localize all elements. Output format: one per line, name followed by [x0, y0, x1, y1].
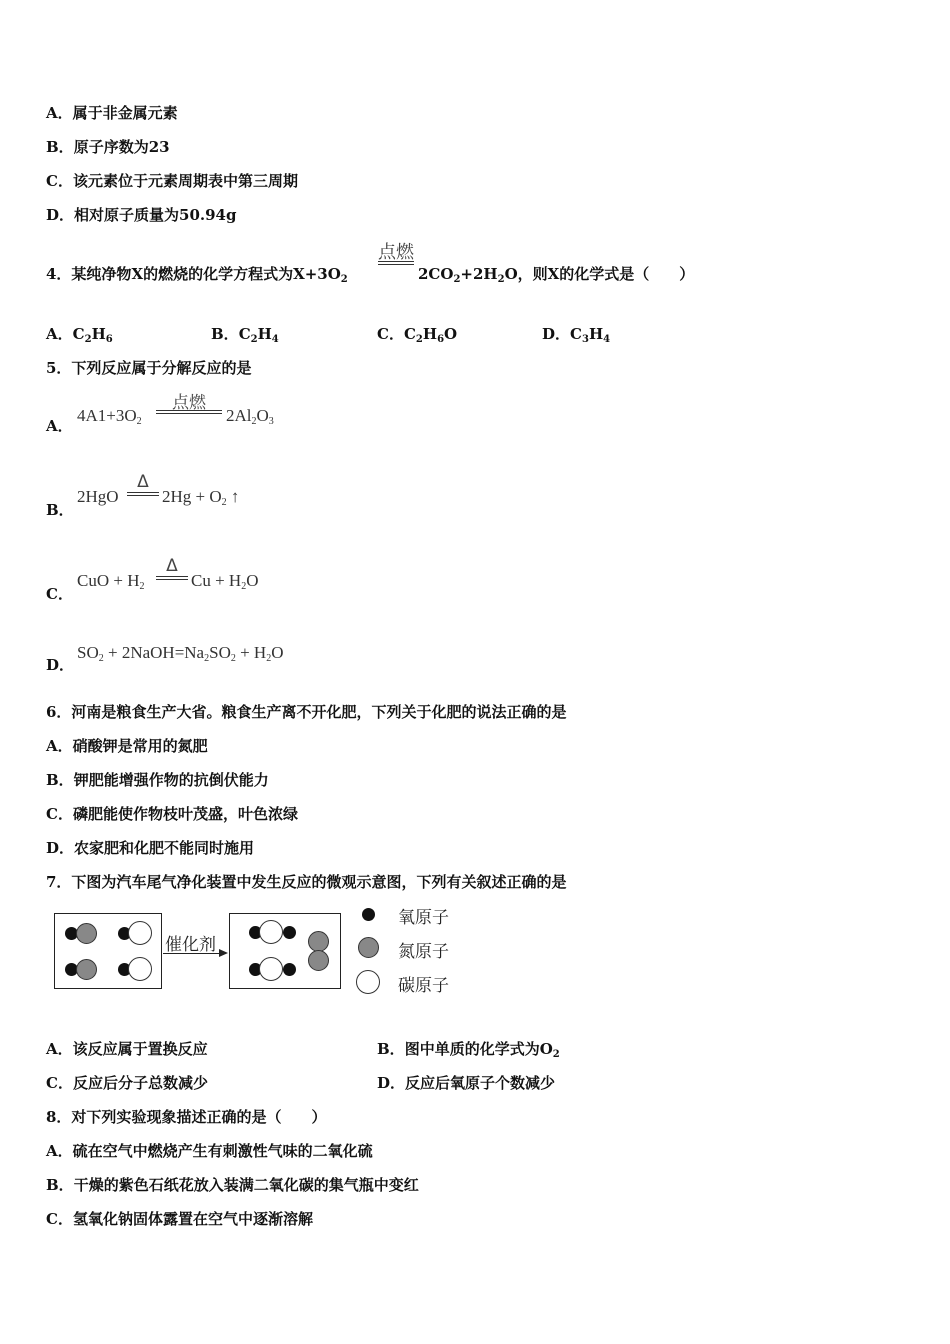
q6-option-c: C．磷肥能使作物枝叶茂盛，叶色浓绿	[46, 805, 298, 823]
nitrogen-atom	[76, 923, 97, 944]
oxygen-atom	[283, 963, 296, 976]
q5-a-equals-sign	[156, 410, 222, 414]
q7-option-a: A．该反应属于置换反应	[46, 1040, 208, 1058]
q3-option-a: A．属于非金属元素	[46, 104, 178, 122]
q5-c-left: CuO + H2	[77, 571, 145, 592]
q4-option-b: B．$C_2H_4$	[211, 325, 279, 345]
q5-b-equals-sign	[127, 492, 159, 496]
q8-stem: 8．对下列实验现象描述正确的是（ ）	[46, 1108, 327, 1126]
q5-d-equation: SO2 + 2NaOH=Na2SO2 + H2O	[77, 643, 284, 664]
q5-a-right: 2Al2O3	[226, 406, 274, 427]
arrow-head-icon	[219, 949, 228, 957]
q5-c-right: Cu + H2O	[191, 571, 259, 592]
legend-oxygen-label: 氧原子	[398, 908, 449, 928]
q5-c-equals-sign	[156, 576, 188, 580]
q4-products: $2CO_2+2H_2O$，则X的化学式是（ ）	[418, 265, 695, 285]
legend-nitrogen-label: 氮原子	[398, 942, 449, 962]
oxygen-atom	[283, 926, 296, 939]
q6-option-d: D．农家肥和化肥不能同时施用	[46, 839, 255, 857]
carbon-atom	[259, 920, 283, 944]
legend-nitrogen-icon	[358, 937, 379, 958]
q7-option-b: B．图中单质的化学式为$O_2$	[377, 1040, 560, 1060]
q6-stem: 6．河南是粮食生产大省。粮食生产离不开化肥，下列关于化肥的说法正确的是	[46, 703, 567, 721]
q5-b-left: 2HgO	[77, 487, 119, 506]
nitrogen-atom	[308, 931, 329, 952]
q5-b-right: 2Hg + O2 ↑	[162, 487, 240, 508]
q5-c-condition: Δ	[166, 556, 178, 576]
q4-equals-sign	[378, 261, 414, 265]
q5-b-condition: Δ	[137, 472, 149, 492]
q5-option-a-key: A．	[46, 417, 73, 435]
q5-option-b-key: B．	[46, 501, 74, 519]
legend-oxygen-icon	[362, 908, 375, 921]
q3-option-b: B．原子序数为23	[46, 138, 170, 156]
q7-stem: 7．下图为汽车尾气净化装置中发生反应的微观示意图，下列有关叙述正确的是	[46, 873, 567, 891]
q5-option-d-key: D．	[46, 656, 75, 674]
q5-a-condition: 点燃	[172, 393, 206, 413]
q3-option-c: C．该元素位于元素周期表中第三周期	[46, 172, 298, 190]
q4-stem: 4．某纯净物X的燃烧的化学方程式为$X+3O_2$	[46, 265, 348, 285]
q5-option-c-key: C．	[46, 585, 73, 603]
legend-carbon-label: 碳原子	[398, 976, 449, 996]
reaction-arrow	[163, 953, 221, 954]
nitrogen-atom	[308, 950, 329, 971]
carbon-atom	[259, 957, 283, 981]
q7-option-d: D．反应后氧原子个数减少	[377, 1074, 556, 1092]
q4-condition: 点燃	[378, 242, 414, 263]
q7-option-c: C．反应后分子总数减少	[46, 1074, 208, 1092]
q8-option-a: A．硫在空气中燃烧产生有刺激性气味的二氧化硫	[46, 1142, 373, 1160]
q8-option-b: B．干燥的紫色石纸花放入装满二氧化碳的集气瓶中变红	[46, 1176, 419, 1194]
q4-option-d: D．$C_3H_4$	[542, 325, 611, 345]
catalyst-label: 催化剂	[165, 935, 216, 955]
q8-option-c: C．氢氧化钠固体露置在空气中逐渐溶解	[46, 1210, 313, 1228]
q5-stem: 5．下列反应属于分解反应的是	[46, 359, 252, 377]
nitrogen-atom	[76, 959, 97, 980]
carbon-atom	[128, 957, 152, 981]
q3-option-d: D．相对原子质量为50.94g	[46, 206, 237, 224]
q4-option-c: C．$C_2H_6O$	[377, 325, 458, 345]
legend-carbon-icon	[356, 970, 380, 994]
q6-option-b: B．钾肥能增强作物的抗倒伏能力	[46, 771, 269, 789]
q5-a-left: 4A1+3O2	[77, 406, 142, 427]
q6-option-a: A．硝酸钾是常用的氮肥	[46, 737, 208, 755]
carbon-atom	[128, 921, 152, 945]
q4-option-a: A．$C_2H_6$	[46, 325, 113, 345]
